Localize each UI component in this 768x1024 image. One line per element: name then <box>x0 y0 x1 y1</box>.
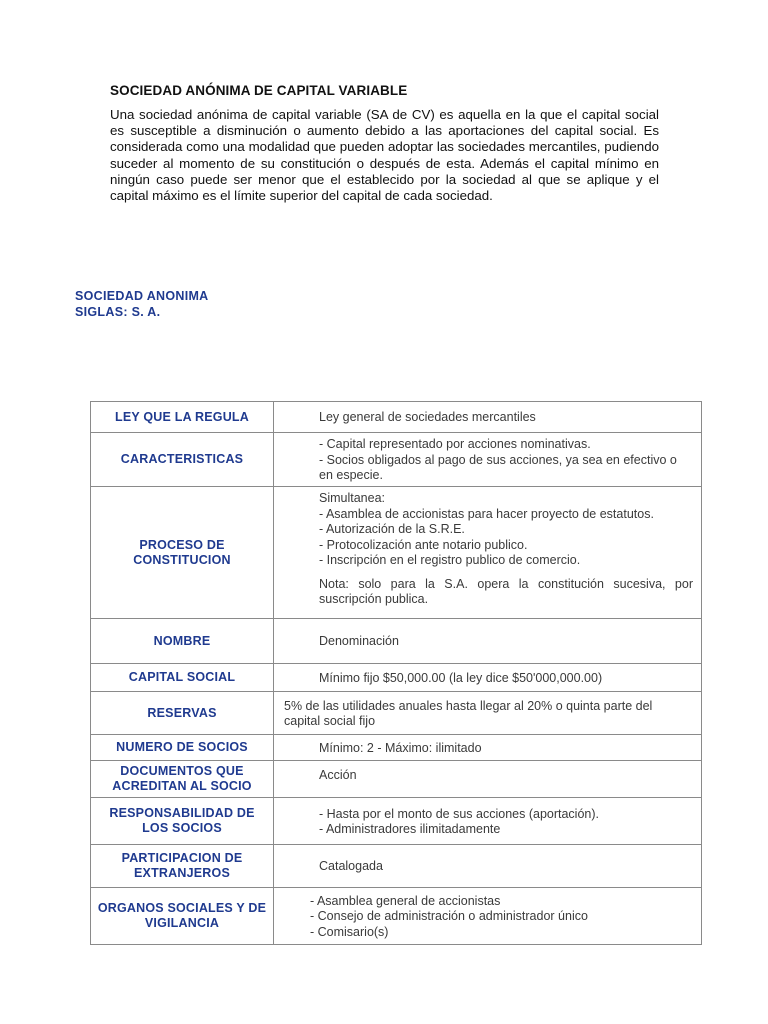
row-value-line: - Asamblea de accionistas para hacer proyecto de estatutos. <box>319 506 654 521</box>
row-value-line: Acción <box>319 768 357 782</box>
row-value <box>274 888 702 945</box>
row-label: ORGANOS SOCIALES Y DE VIGILANCIA <box>91 888 274 945</box>
table-row-nombre <box>91 619 702 664</box>
row-value-line: - Inscripción en el registro publico de comercio. <box>319 553 581 567</box>
row-label: PARTICIPACION DE EXTRANJEROS <box>91 845 274 888</box>
row-value <box>274 798 702 845</box>
row-value <box>274 692 702 735</box>
row-value-line: - Comisario(s) <box>310 924 389 939</box>
row-label: PROCESO DE CONSTITUCION <box>91 487 274 619</box>
table-row-reservas <box>91 692 702 735</box>
table-row-responsabilidad <box>91 798 702 845</box>
row-value <box>274 735 702 761</box>
row-value-line: en especie. <box>319 468 383 482</box>
row-value <box>274 619 702 664</box>
row-value <box>274 487 702 619</box>
row-value <box>274 845 702 888</box>
section-heading <box>75 288 209 320</box>
row-value-line: Catalogada <box>319 859 383 874</box>
row-value <box>274 402 702 433</box>
row-value-line: - Capital representado por acciones nominativas. <box>319 437 591 451</box>
row-label: RESERVAS <box>91 692 274 735</box>
row-value-line: Simultanea: <box>319 491 386 505</box>
table-row-documentos <box>91 761 702 798</box>
row-value-line: Denominación <box>319 634 399 649</box>
row-label: NOMBRE <box>91 619 274 664</box>
section-heading-title: SOCIEDAD ANONIMA <box>75 289 209 303</box>
row-value-line: - Protocolización ante notario publico. <box>319 537 528 552</box>
row-value-line: - Socios obligados al pago de sus acciones, ya sea en efectivo o <box>319 452 677 467</box>
spacer <box>319 569 693 577</box>
row-value-line: 5% de las utilidades anuales hasta llegar al 20% o quinta parte del <box>284 698 653 713</box>
row-value-line: - Consejo de administración o administrador único <box>310 909 588 924</box>
row-value-line: capital social fijo <box>284 714 376 728</box>
section-heading-acronym: SIGLAS: S. A. <box>75 305 161 319</box>
row-value-line: - Administradores ilimitadamente <box>319 822 501 836</box>
row-value-line: Mínimo fijo $50,000.00 (la ley dice $50'000,000.00) <box>319 670 603 685</box>
intro-title: SOCIEDAD ANÓNIMA DE CAPITAL VARIABLE <box>110 83 408 98</box>
table-row-ley <box>91 402 702 433</box>
table-row-capital <box>91 664 702 692</box>
row-value-note: Nota: solo para la S.A. opera la constitución sucesiva, por suscripción publica. <box>319 576 693 606</box>
row-value-line: - Asamblea general de accionistas <box>310 893 501 908</box>
table-row-proceso <box>91 487 702 619</box>
row-value-line: - Hasta por el monto de sus acciones (aportación). <box>319 806 599 821</box>
table-row-organos <box>91 888 702 945</box>
info-table <box>90 401 702 945</box>
row-value <box>274 433 702 487</box>
row-value-line: Ley general de sociedades mercantiles <box>319 410 536 425</box>
table-row-participacion <box>91 845 702 888</box>
row-label: LEY QUE LA REGULA <box>91 402 274 433</box>
row-value-line: Mínimo: 2 - Máximo: ilimitado <box>319 740 482 755</box>
row-value-line: - Autorización de la S.R.E. <box>319 522 465 536</box>
table-row-caracteristicas <box>91 433 702 487</box>
row-label: CARACTERISTICAS <box>91 433 274 487</box>
row-value <box>274 664 702 692</box>
table-row-numero <box>91 735 702 761</box>
row-label: NUMERO DE SOCIOS <box>91 735 274 761</box>
row-label: RESPONSABILIDAD DE LOS SOCIOS <box>91 798 274 845</box>
intro-section <box>110 83 659 204</box>
row-value <box>274 761 702 798</box>
intro-paragraph: Una sociedad anónima de capital variable (SA de CV) es aquella en la que el capital social es susceptible a disminución o aumento debido a las aportaciones del capital social. Es considerada como una modalidad que pueden adoptar las sociedades mercantiles, pudiendo suceder al momento de su constitución o después de esta. Además el capital mínimo en ningún caso puede ser menor que el establecido por la sociedad al que se aplique y el capital máximo es el límite superior del capital de cada sociedad. <box>110 107 659 204</box>
row-label: DOCUMENTOS QUE ACREDITAN AL SOCIO <box>91 761 274 798</box>
row-label: CAPITAL SOCIAL <box>91 664 274 692</box>
